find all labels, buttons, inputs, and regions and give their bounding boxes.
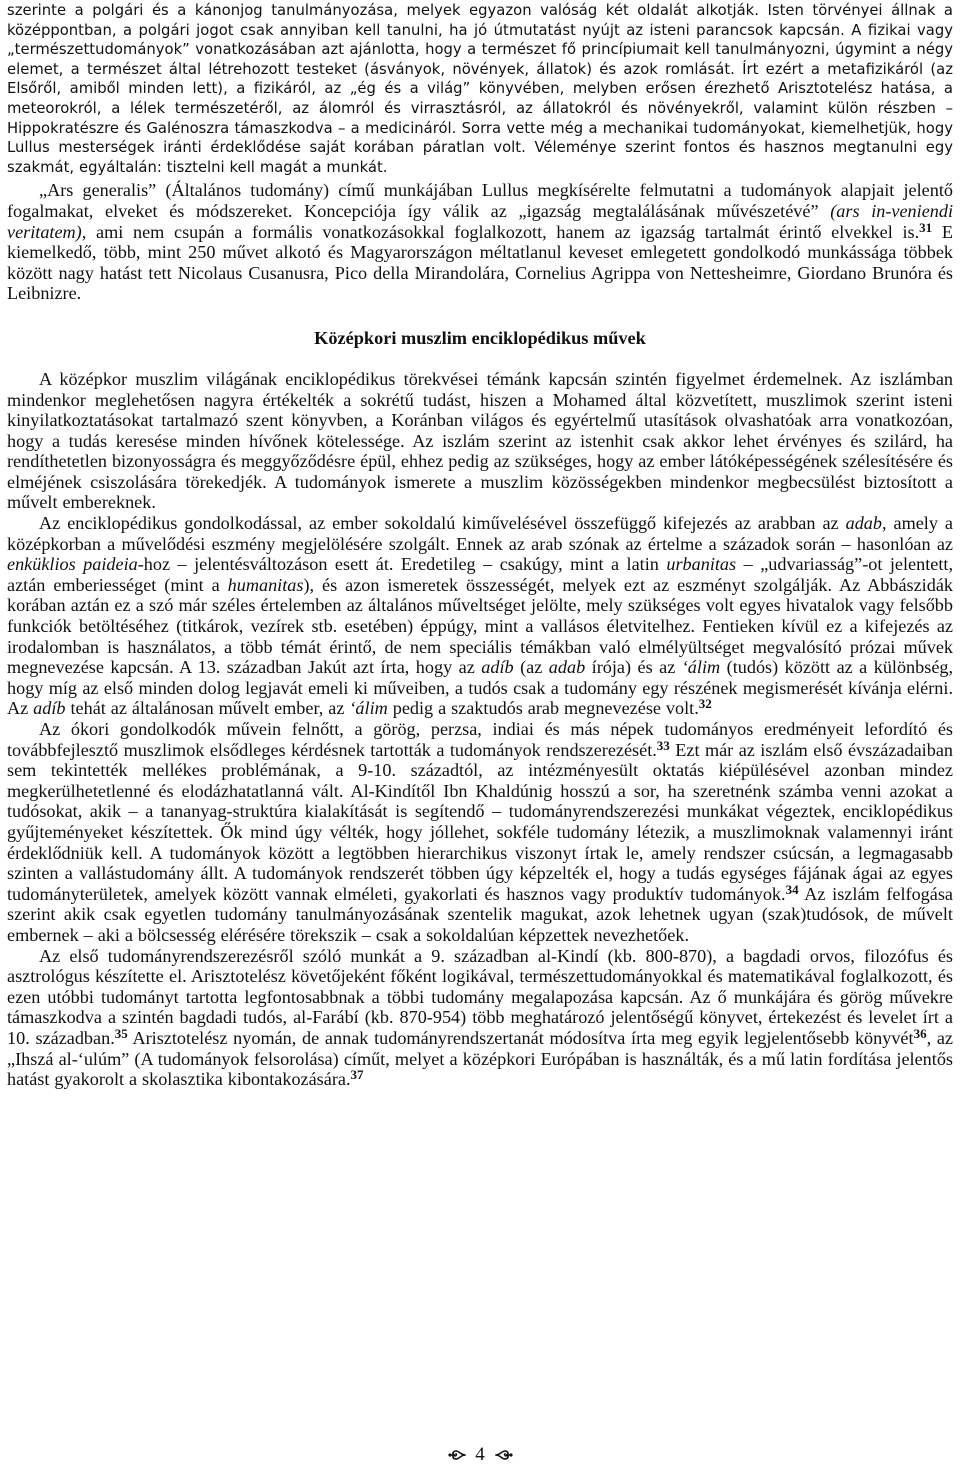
paragraph-systematization [7, 719, 953, 946]
paragraph-text: A középkor muszlim világának enciklopédikus törekvései témánk kapcsán szintén figyelmet érdemelnek. Az iszlámban mindenkor meglehetősen nagyra értékelték a sokrétű tudást, hiszen a Mohamed által közvetített, muszlimok szerint isteni kinyilatkoztatásokat tartalmazó szent könyvben, a Koránban világos és egyértelmű utasítások olvashatóak arra vonatkozóan, hogy a tudás keresése minden hívőnek kötelessége. Az iszlám szerint az istenhit csak akkor lehet érvényes és szilárd, ha rendíthetetlen bizonyosságra és meggyőződésre épül, ehhez pedig az szükséges, hogy az ember látóképességének szélesítésére és elméjének csiszolására törekedjék. A tudományok ismerete a muszlim közösségekben mindenkor megbecsülést biztosított a művelt embereknek. [7, 368, 953, 513]
italic-term: adab [845, 513, 882, 534]
footnote-ref-33[interactable]: 33 [656, 737, 670, 753]
footnote-ref-34[interactable]: 34 [785, 881, 799, 897]
section-heading: Középkori muszlim enciklopédikus művek [314, 327, 646, 348]
footnote-ref-36[interactable]: 36 [913, 1025, 927, 1041]
paragraph-text: , az „Ihszá al-‘ulúm” (A tudományok felsorolása) címűt, melyet a középkori Európában is használták, és a mű latin fordítása jelentős hatást gyakorolt a skolasztika kibontakozására. [7, 1027, 953, 1090]
paragraph-text: Az iszlám felfogása szerint akik csak egyetlen tudomány tanulmányozásának szentelik magukat, azok lehetnek ugyan (szak)tudósok, de művelt embernek – aki a bölcsesség elérésére törekszik – csak a sokoldalúan képzettek nevezhetőek. [7, 883, 953, 945]
italic-term: adíb [481, 657, 514, 678]
paragraph-text: tehát az általánosan művelt ember, az [70, 698, 345, 719]
latin-phrase: (ars in-veniendi veritatem), [7, 200, 954, 242]
footnote-ref-35[interactable]: 35 [114, 1025, 128, 1041]
paragraph-text: E kiemelkedő, több, mint 250 művet alkotó és Magyarországon méltatlanul keveset emlegetett gondolkodó munkássága többek között nagy hatást tett Nicolaus Cusanusra, Pico della Mirandolára, Cornelius Agrippa von Nettesheimre, Giordano Brunóra és Leibnizre. [7, 221, 954, 304]
italic-term: ‘álim [681, 657, 721, 678]
italic-term: humanitas [227, 574, 304, 595]
paragraph-adab [7, 513, 953, 719]
paragraph-text: „Ars generalis” (Általános tudomány) című munkájában Lullus megkísérelte felmutatni a tudományok alapjait jelentő fogalmakat, elveket és módszereket. Koncepciója így válik az „igazság megtalálásának művészetévé” [7, 180, 953, 221]
italic-term: urbanitas [666, 554, 737, 575]
paragraph-text: (tudós) között az a különbség, hogy míg az első minden dolog legjavát emeli ki műveiben, a tudós csak a tudomány egy részének megismerését kívánja elérni. Az [7, 657, 954, 719]
paragraph-muslim-encyclopedic [7, 369, 953, 513]
italic-term: enküklios paideia [7, 554, 138, 575]
paragraph-text: szerinte a polgári és a kánonjog tanulmányozása, melyek egyazon valóság két oldalát alkotják. Isten törvényei állnak a középpontban, a polgári jogot csak annyiban kell tanulni, ha jó útmutatást nyújt az isteni parancsok kapcsán. A fizikai vagy „természettudományok” vonatkozásában azt ajánlotta, hogy a természet fő princípiumait kell tanulmányozni, úgymint a négy elemet, a természet által létrehozott testeket (ásványok, növények, állatok) és azok romlását. Írt ezért a metafizikáról (az Elsőről, amiből minden lett), a fizikáról, az „ég és a világ” könyvében, melyben erősen érezhető Arisztotelész hatása, a meteorokról, a lélek természetéről, az álomról és virrasztásról, az állatokról és növényekről, valamint külön részben – Hippokratészre és Galénoszra támaszkodva – a medicináról. Sorra vette még a mechanikai tudományokat, kiemelhetjük, hogy Lullus mesterségek iránti érdeklődése saját korában páratlan volt. Véleménye szerint fontos és hasznos megtanulni egy szakmát, egyáltalán: tisztelni kell magát a munkát. [7, 2, 953, 176]
paragraph-text: – „udvariasság”-ot jelentett, aztán emberiességet (mint a [7, 554, 954, 595]
paragraph-text: Az első tudományrendszerezésről szóló munkát a 9. században al-Kindí (kb. 800-870), a bagdadi orvos, filozófus és asztrológus készítette el. Arisztotelész követőjeként főként logikával, természettudományokkal és matematikával foglalkozott, és ezen utóbbi tudományt tartotta legfontosabbnak a többi tudomány megalapozása kapcsán. Az ő munkájára és görög művekre támaszkodva a szintén bagdadi tudós, al-Farábí (kb. 870-954) több meghatározó jelentőségű könyvet, értekezést és levelet írt a 10. században. [7, 945, 953, 1048]
page-number: 4 [475, 1443, 485, 1465]
paragraph-text: pedig a szaktudós arab megnevezése volt. [392, 698, 699, 719]
right-scroll-ornament-icon [494, 1445, 514, 1465]
paragraph-al-kindi [7, 946, 953, 1090]
paragraph-lullus-sciences [7, 1, 953, 177]
page-footer [0, 1441, 960, 1467]
left-scroll-ornament-icon [447, 1445, 467, 1465]
italic-term: ‘álim [349, 698, 388, 719]
paragraph-text: -hoz – jelentésváltozáson esett át. Eredetileg – csakúgy, mint a latin [137, 554, 659, 575]
paragraph-text: (az [520, 657, 543, 678]
paragraph-text: Ezt már az iszlám első évszázadaiban sem tekintették mellékes problémának, a 9-10. századtól, az intézményesült oktatás kiépülésével azonban mindez megkerülhetetlenné és elodázhatatlanná vált. Al-Kindítől Ibn Khaldúnig hosszú a sor, ha szeretnénk számba venni azokat a tudósokat, akik – a tananyag-struktúra kialakítását is segítendő – tudományrendszerezési munkákat végeztek, enciklopédikus gyűjteményeket készítettek. Ők mind úgy vélték, hogy jóllehet, sokféle tudomány létezik, a muszlimoknak valamennyi iránt érdeklődniük kell. A tudományok között a legtöbben hierarchikus viszonyt írtak le, amely rendszer csúcsán, a legmagasabb szinten a vallástudomány állt. A tudományok rendszerét többen úgy képzelték el, hogy a tudás egységes fájának ágai az egyes tudományterületek, amelyek között vannak elméleti, gyakorlati és hasznos vagy produktív tudományok. [7, 739, 953, 904]
paragraph-text: írója) és az [591, 657, 676, 678]
italic-term: adíb [33, 698, 66, 719]
paragraph-ars-generalis [7, 180, 953, 304]
paragraph-text: ), és azon ismeretek összességét, melyek ezt az eszményt szolgálják. Az Abbászidák korában aztán ez a szó már széles értelemben az általános műveltséget jelölte, mely szükséges volt egyes hivatalok vagy felsőbb funkciók betöltéséhez (titkárok, vezírek stb. esetében) éppúgy, mint a vallásos életvitelhez. Fentieken kívül ez a kifejezés az irodalomban is használatos, a több témát érintő, de nem speciális témákban való elmélyültséget megvalósító prózai művek megnevezése kapcsán. A 13. században Jakút azt írta, hogy az [7, 574, 953, 678]
italic-term: adab [548, 657, 586, 678]
paragraph-text: Arisztotelész nyomán, de annak tudományrendszertanát módosítva írta meg egyik legjelentősebb könyvét [132, 1027, 914, 1048]
paragraph-text: Az ókori gondolkodók művein felnőtt, a görög, perzsa, indiai és más népek tudományos eredményeit lefordító és továbbfejlesztő muszlimok elsődleges kérdésnek tartották a tudományok rendszerezését. [7, 719, 953, 760]
paragraph-text: , amely a középkorban a művelődési eszmény megjelölésére szolgált. Ennek az arab szónak az értelme a századok során – hasonlóan az [7, 513, 954, 554]
paragraph-text: ami nem csupán a formális vonatkozásokkal foglalkozott, hanem az igazság tartalmát érintő elvekkel is. [96, 221, 920, 242]
paragraph-text: Az enciklopédikus gondolkodással, az ember sokoldalú kiművelésével összefüggő kifejezés az arabban az [39, 513, 839, 534]
footnote-ref-37[interactable]: 37 [350, 1067, 364, 1083]
footnote-ref-31[interactable]: 31 [919, 219, 933, 235]
footnote-ref-32[interactable]: 32 [698, 696, 712, 712]
